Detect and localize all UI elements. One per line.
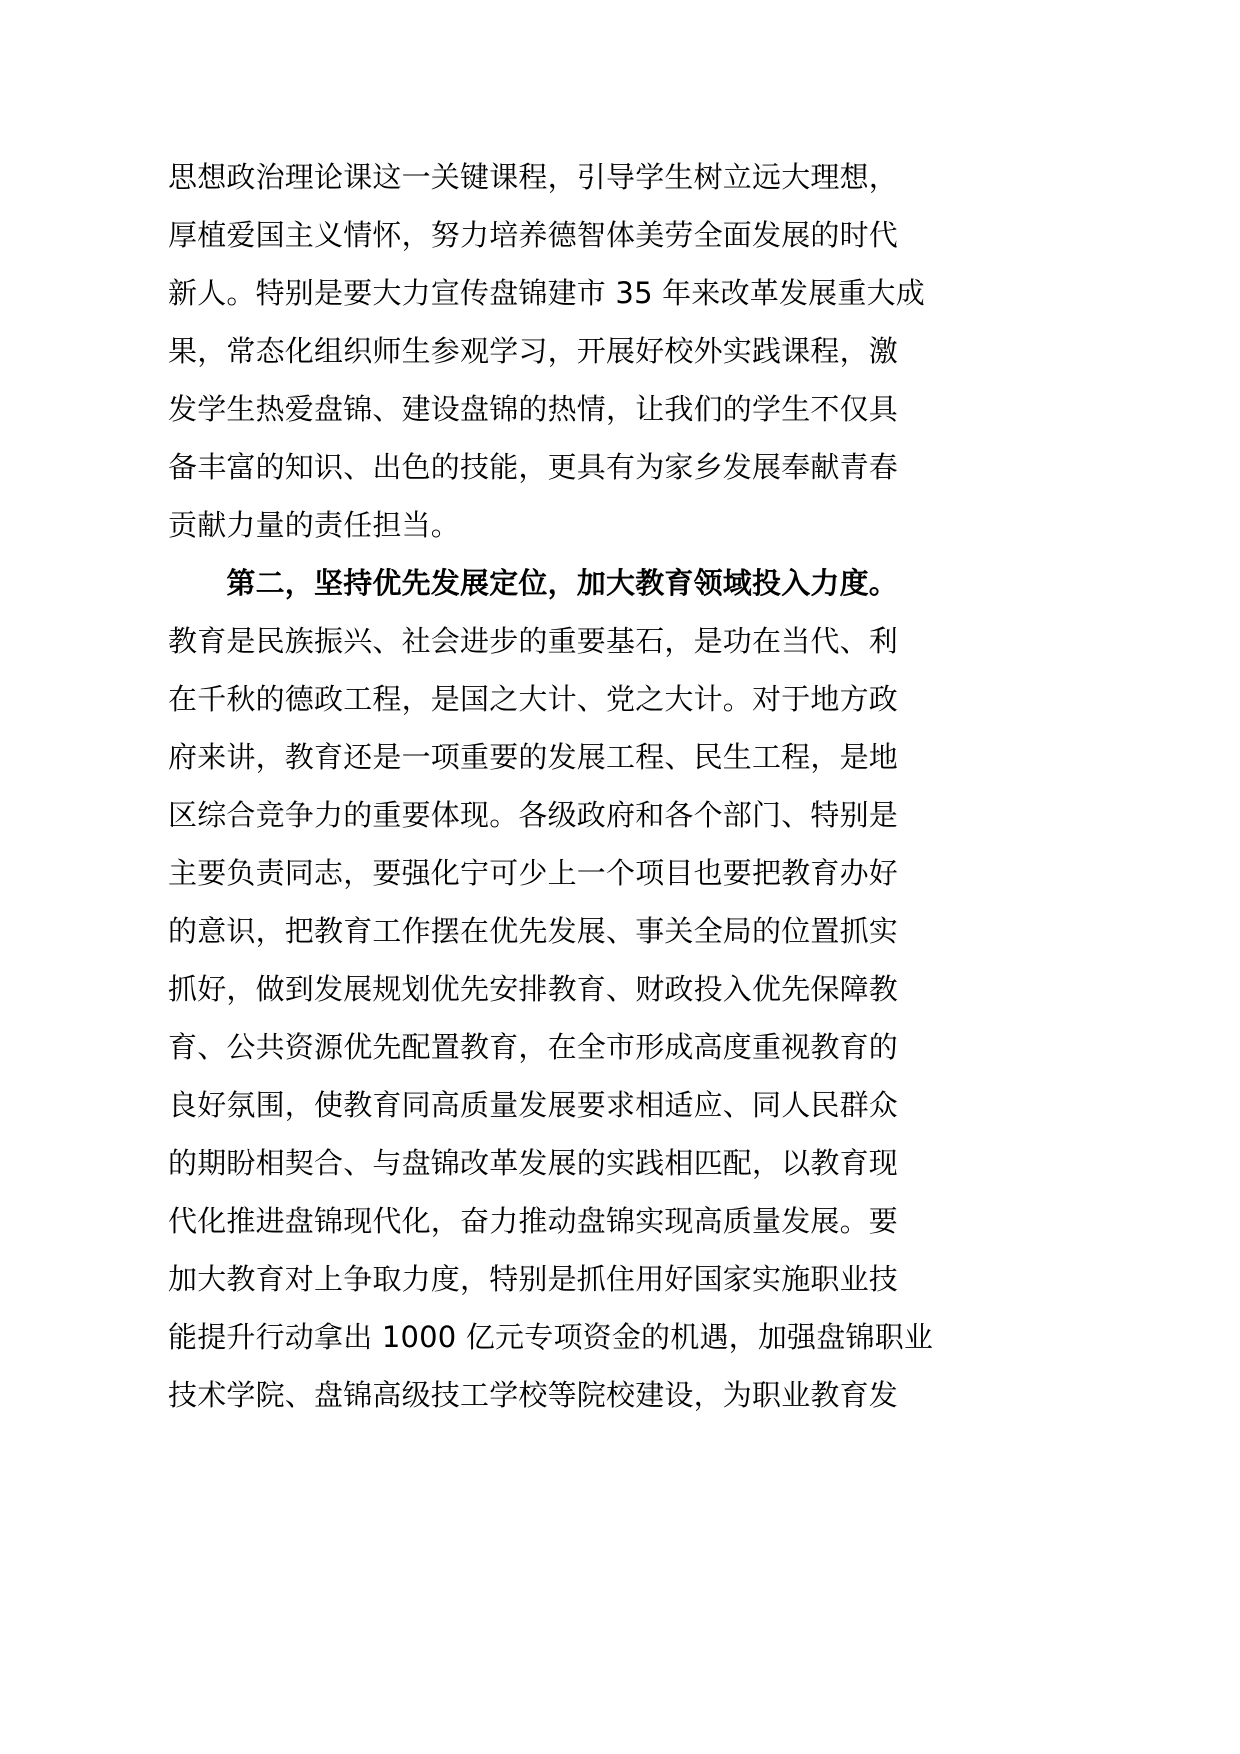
text-line: 府来讲，教育还是一项重要的发展工程、民生工程，是地 xyxy=(168,740,899,774)
text-line: 厚植爱国主义情怀，努力培养德智体美劳全面发展的时代 xyxy=(168,218,899,252)
text-line: 发学生热爱盘锦、建设盘锦的热情，让我们的学生不仅具 xyxy=(168,392,899,426)
section-heading: 第二，坚持优先发展定位，加大教育领域投入力度。 xyxy=(168,566,899,600)
text-line: 代化推进盘锦现代化，奋力推动盘锦实现高质量发展。要 xyxy=(168,1204,899,1238)
text-line: 主要负责同志，要强化宁可少上一个项目也要把教育办好 xyxy=(168,856,899,890)
body-text xyxy=(168,148,948,1424)
text-line: 的期盼相契合、与盘锦改革发展的实践相匹配，以教育现 xyxy=(168,1146,899,1180)
text-line: 加大教育对上争取力度，特别是抓住用好国家实施职业技 xyxy=(168,1262,899,1296)
text-line: 技术学院、盘锦高级技工学校等院校建设，为职业教育发 xyxy=(168,1378,899,1412)
text-line: 新人。特别是要大力宣传盘锦建市 35 年来改革发展重大成 xyxy=(168,276,925,310)
text-line: 区综合竞争力的重要体现。各级政府和各个部门、特别是 xyxy=(168,798,899,832)
text-line: 备丰富的知识、出色的技能，更具有为家乡发展奉献青春 xyxy=(168,450,899,484)
text-line: 在千秋的德政工程，是国之大计、党之大计。对于地方政 xyxy=(168,682,899,716)
text-line: 抓好，做到发展规划优先安排教育、财政投入优先保障教 xyxy=(168,972,899,1006)
text-line: 能提升行动拿出 1000 亿元专项资金的机遇，加强盘锦职业 xyxy=(168,1320,934,1354)
text-line: 的意识，把教育工作摆在优先发展、事关全局的位置抓实 xyxy=(168,914,899,948)
text-line: 教育是民族振兴、社会进步的重要基石，是功在当代、利 xyxy=(168,624,899,658)
text-line: 育、公共资源优先配置教育，在全市形成高度重视教育的 xyxy=(168,1030,899,1064)
text-line: 思想政治理论课这一关键课程，引导学生树立远大理想， xyxy=(168,160,899,194)
text-line: 良好氛围，使教育同高质量发展要求相适应、同人民群众 xyxy=(168,1088,899,1122)
text-line: 贡献力量的责任担当。 xyxy=(168,508,461,542)
text-line: 果，常态化组织师生参观学习，开展好校外实践课程，激 xyxy=(168,334,899,368)
